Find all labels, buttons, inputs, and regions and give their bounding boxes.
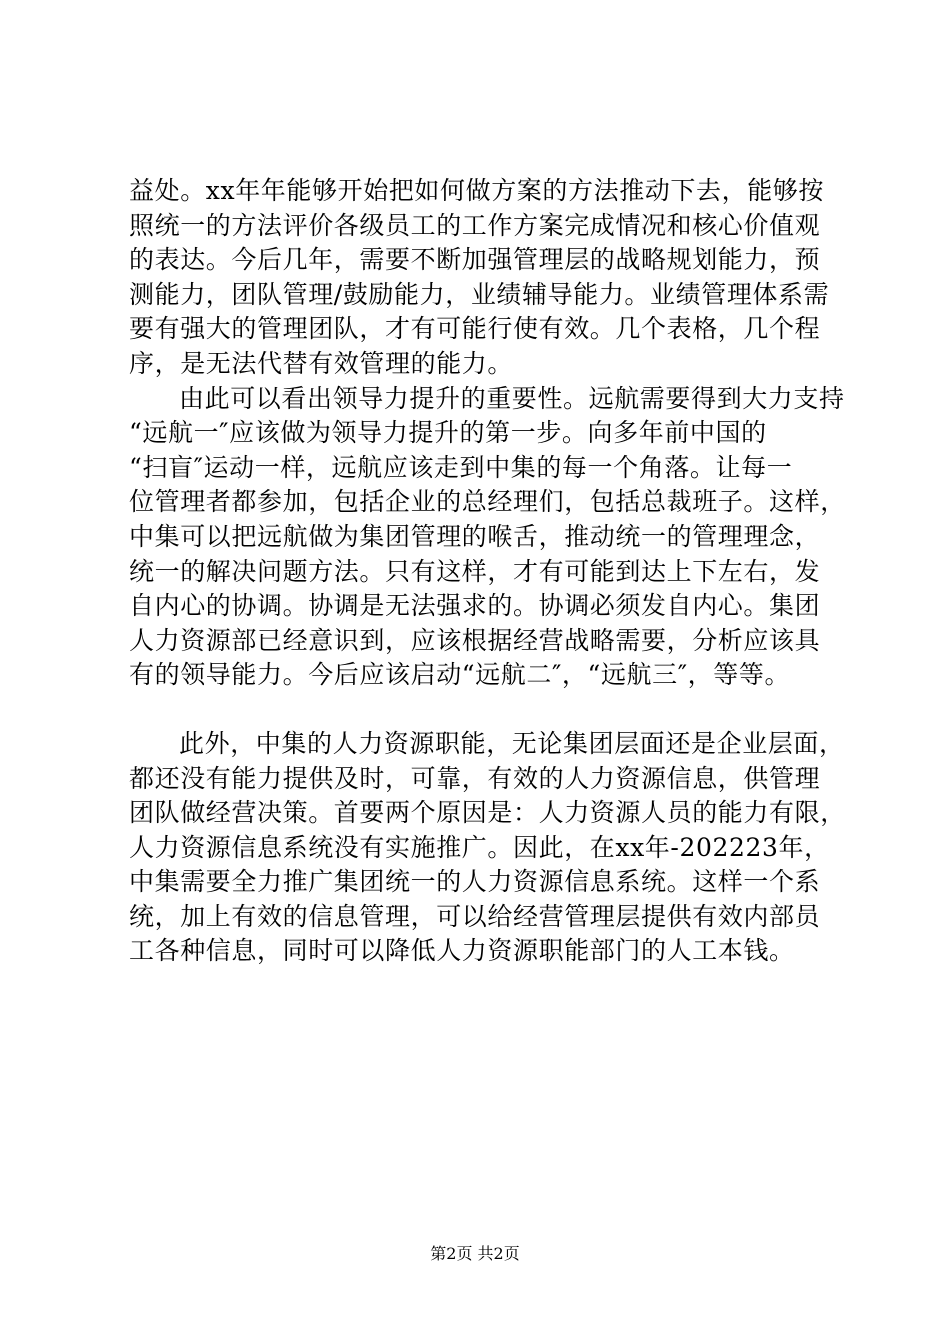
text-line: “远航一″应该做为领导力提升的第一步。向多年前中国的 [129, 418, 767, 448]
paragraph-1 [129, 174, 854, 382]
paragraph-2 [129, 382, 854, 693]
text-line: 位管理者都参加，包括企业的总经理们，包括总裁班子。这样， [129, 487, 846, 517]
text-line: 中集可以把远航做为集团管理的喉舌，推动统一的管理理念， [129, 521, 821, 551]
text-line: 由此可以看出领导力提升的重要性。远航需要得到大力支持 [179, 383, 845, 413]
text-line: 照统一的方法评价各级员工的工作方案完成情况和核心价值观 [129, 210, 821, 240]
text-line: 测能力，团队管理/鼓励能力，业绩辅导能力。业绩管理体系需 [129, 279, 830, 309]
text-line: 有的领导能力。今后应该启动“远航二″，“远航三″，等等。 [129, 660, 791, 690]
text-line: 序，是无法代替有效管理的能力。 [129, 348, 514, 378]
text-line: 统，加上有效的信息管理，可以给经营管理层提供有效内部员 [129, 901, 821, 931]
text-line: 工各种信息，同时可以降低人力资源职能部门的人工本钱。 [129, 936, 795, 966]
text-line: 都还没有能力提供及时，可靠，有效的人力资源信息，供管理 [129, 763, 821, 793]
text-line: 益处。xx年年能够开始把如何做方案的方法推动下去，能够按 [129, 176, 825, 205]
text-line: 统一的解决问题方法。只有这样，才有可能到达上下左右，发 [129, 556, 821, 586]
text-line: 人力资源部已经意识到，应该根据经营战略需要，分析应该具 [129, 625, 821, 655]
document-body [129, 174, 854, 969]
text-line: 要有强大的管理团队，才有可能行使有效。几个表格，几个程 [129, 314, 821, 344]
text-line: 的表达。今后几年，需要不断加强管理层的战略规划能力，预 [129, 245, 821, 275]
paragraph-spacer [129, 693, 854, 727]
text-line: “扫盲″运动一样，远航应该走到中集的每一个角落。让每一 [129, 452, 793, 482]
paragraph-3 [129, 727, 854, 969]
text-line: 中集需要全力推广集团统一的人力资源信息系统。这样一个系 [129, 867, 821, 897]
text-line: 人力资源信息系统没有实施推广。因此，在xx年-202223年， [129, 832, 830, 862]
text-line: 此外，中集的人力资源职能，无论集团层面还是企业层面， [179, 728, 845, 758]
page-number-footer: 第2页 共2页 [430, 1244, 520, 1263]
text-line: 自内心的协调。协调是无法强求的。协调必须发自内心。集团 [129, 591, 821, 621]
text-line: 团队做经营决策。首要两个原因是：人力资源人员的能力有限， [129, 798, 846, 828]
